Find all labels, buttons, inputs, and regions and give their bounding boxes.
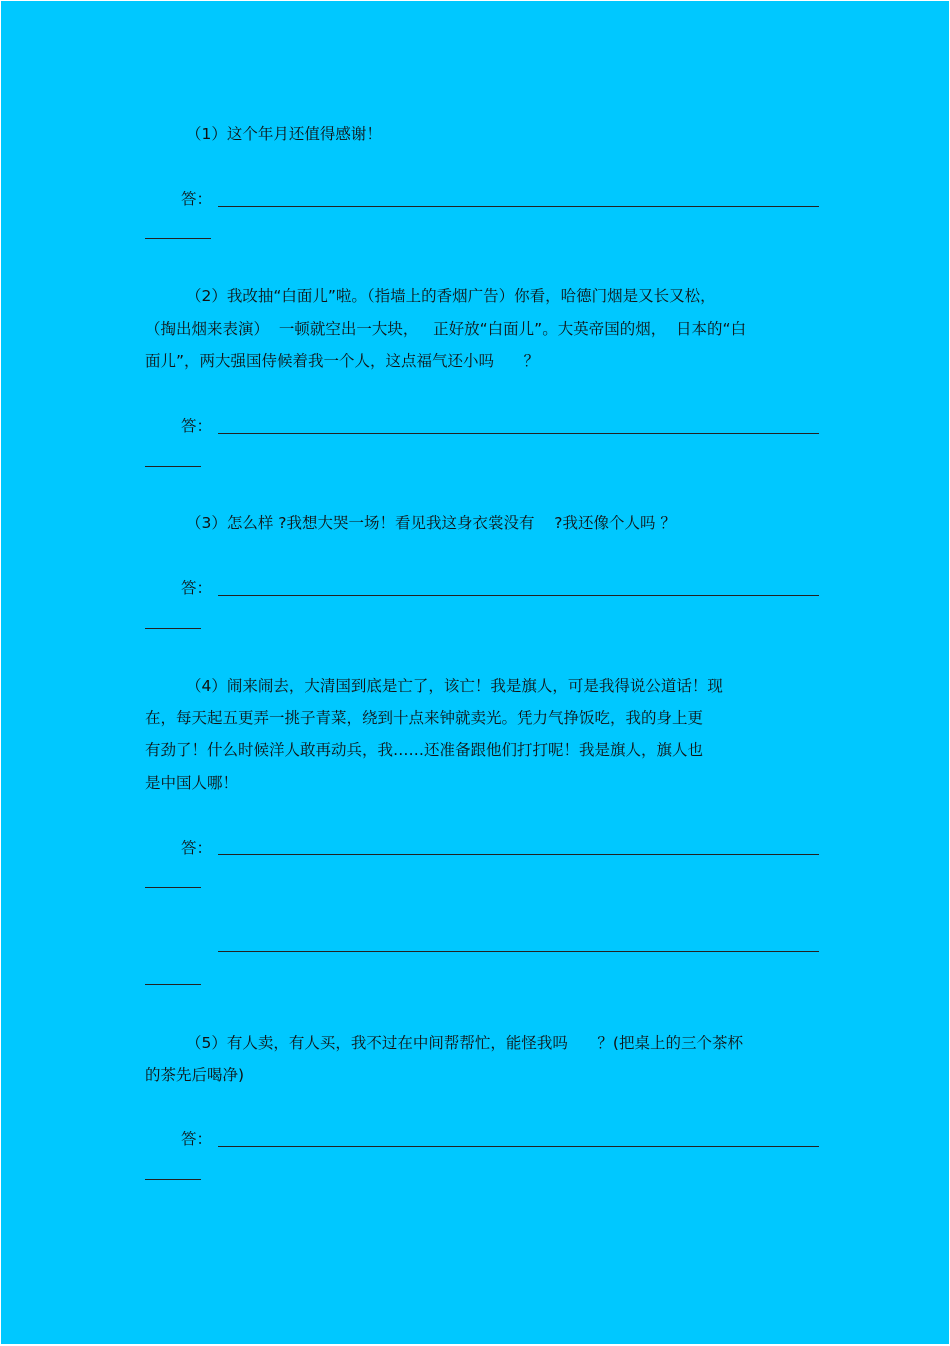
question-1-line-1: （1）这个年月还值得感谢！ bbox=[186, 125, 382, 143]
answer-label-1: 答： bbox=[181, 190, 213, 208]
answer-line-1-continuation[interactable] bbox=[145, 238, 211, 239]
question-5-line-1: （5）有人卖，有人买，我不过在中间帮帮忙，能怪我吗 ？(把桌上的三个茶杯 bbox=[186, 1034, 743, 1052]
question-4-line-2: 在，每天起五更弄一挑子青菜，绕到十点来钟就卖光。凭力气挣饭吃，我的身上更 bbox=[145, 709, 704, 727]
question-2-line-1: （2）我改抽“白面儿”啦。（指墙上的香烟广告）你看，哈德门烟是又长又松， bbox=[186, 287, 716, 305]
question-4-line-4: 是中国人哪！ bbox=[145, 774, 239, 792]
answer-line-4-second[interactable] bbox=[218, 951, 819, 952]
question-2-line-2: （掏出烟来表演） 一顿就空出一大块， 正好放“白面儿”。大英帝国的烟， 日本的“白 bbox=[145, 320, 747, 338]
answer-line-4[interactable] bbox=[218, 854, 819, 855]
answer-line-4-continuation[interactable] bbox=[145, 887, 201, 888]
answer-line-2-continuation[interactable] bbox=[145, 466, 201, 467]
answer-line-5-continuation[interactable] bbox=[145, 1179, 201, 1180]
answer-line-1[interactable] bbox=[218, 206, 819, 207]
answer-label-3: 答： bbox=[181, 579, 213, 597]
question-4-line-1: （4）闹来闹去，大清国到底是亡了，该亡！我是旗人，可是我得说公道话！现 bbox=[186, 677, 723, 695]
answer-line-5[interactable] bbox=[218, 1146, 819, 1147]
question-2-line-3: 面儿”，两大强国侍候着我一个人，这点福气还小吗 ？ bbox=[145, 352, 540, 370]
question-5-line-2: 的茶先后喝净) bbox=[145, 1066, 245, 1084]
question-4-line-3: 有劲了！什么时候洋人敢再动兵，我……还准备跟他们打打呢！我是旗人，旗人也 bbox=[145, 741, 704, 759]
answer-line-4-second-continuation[interactable] bbox=[145, 984, 201, 985]
answer-label-4: 答： bbox=[181, 839, 213, 857]
question-3-line-1: （3）怎么样 ?我想大哭一场！看见我这身衣裳没有 ?我还像个人吗 ？ bbox=[186, 514, 676, 532]
worksheet-page bbox=[1, 1, 949, 1344]
answer-line-3[interactable] bbox=[218, 595, 819, 596]
answer-line-3-continuation[interactable] bbox=[145, 628, 201, 629]
answer-label-2: 答： bbox=[181, 417, 213, 435]
answer-line-2[interactable] bbox=[218, 433, 819, 434]
answer-label-5: 答： bbox=[181, 1130, 213, 1148]
